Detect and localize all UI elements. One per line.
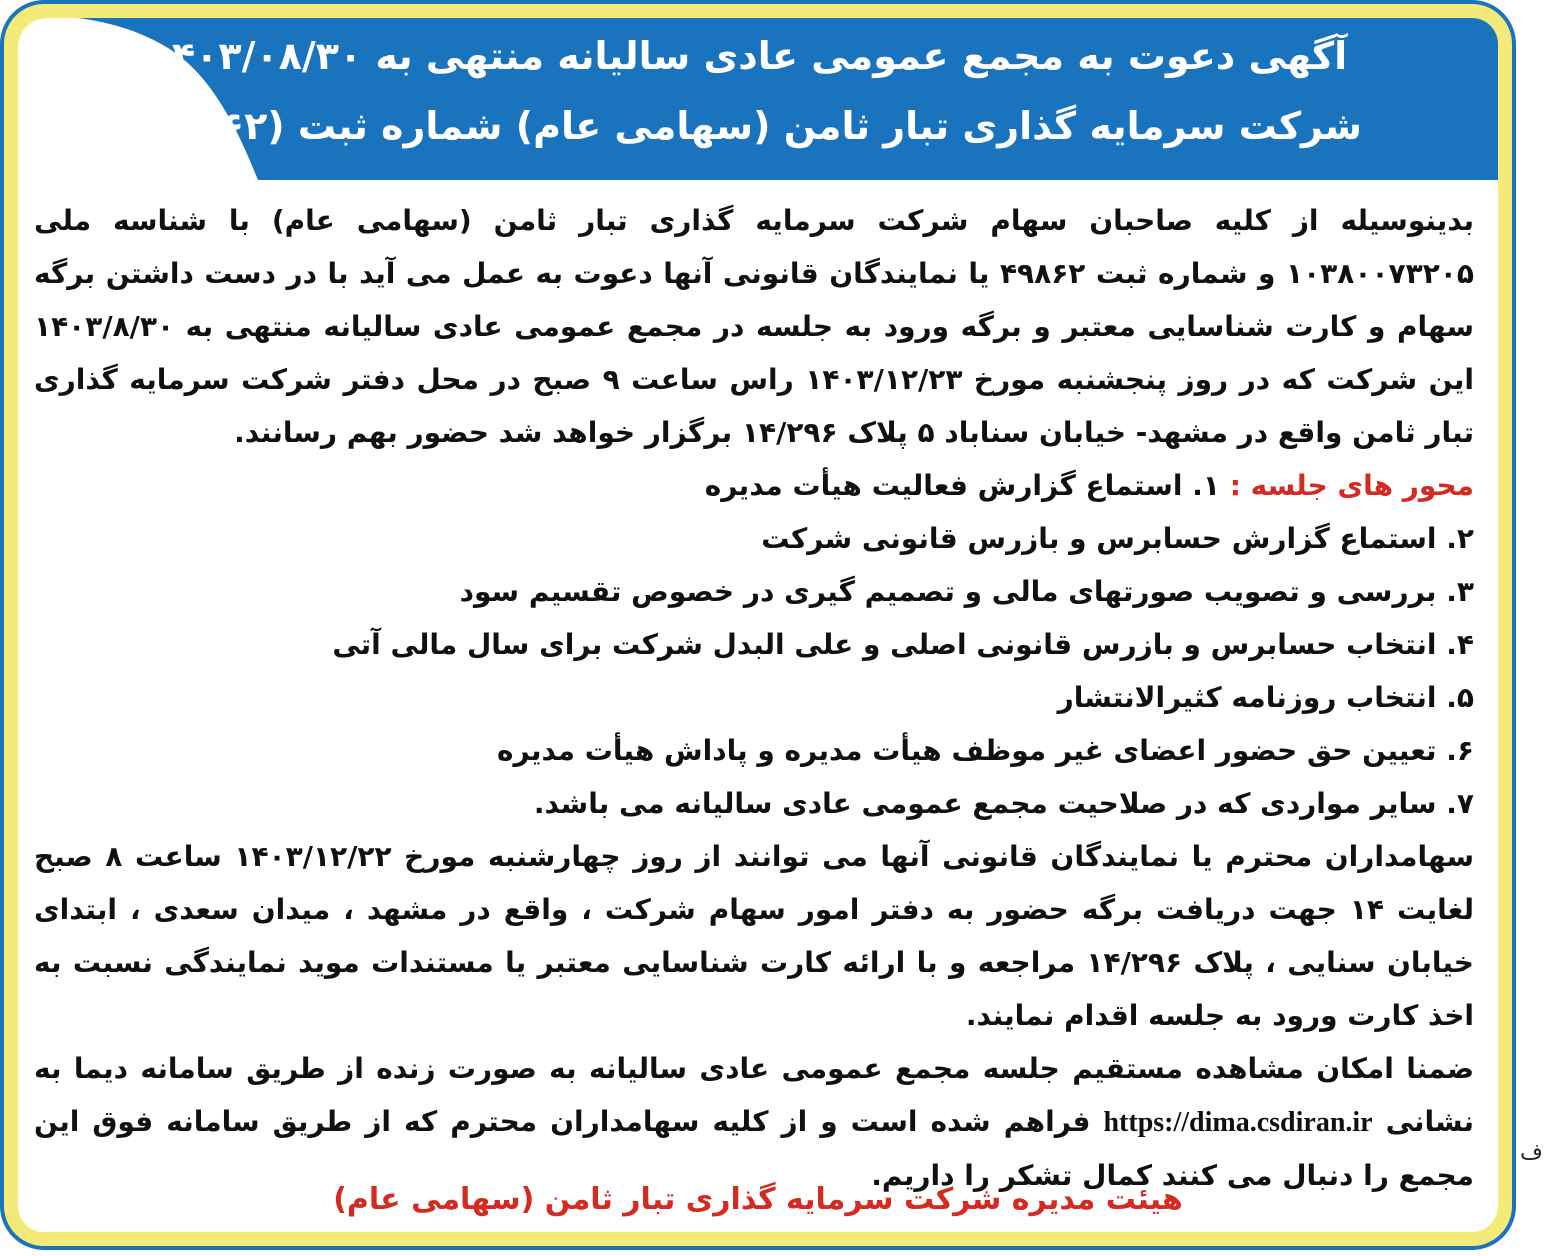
live-stream-text-after: فراهم شده است و از کلیه سهامداران محترم که از طریق سامانه فوق این مجمع را دنبال می کنند کمال تشکر را داریم. [34,1105,1474,1192]
notice-body [34,194,1474,1202]
intro-paragraph: بدینوسیله از کلیه صاحبان سهام شرکت سرمایه گذاری تبار ثامن (سهامی عام) با شناسه ملی ۱۰۳۸۰۰۷۳۲۰۵ و شماره ثبت ۴۹۸۶۲ یا نمایندگان قانونی آنها دعوت به عمل می آید با در دست داشتن برگه سهام و کارت شناسایی معتبر و برگه ورود به جلسه در مجمع عمومی عادی سالیانه منتهی به ۱۴۰۳/۸/۳۰ این شرکت که در روز پنجشنبه مورخ ۱۴۰۳/۱۲/۲۳ راس ساعت ۹ صبح در محل دفتر شرکت سرمایه گذاری تبار ثامن واقع در مشهد- خیابان سناباد ۵ پلاک ۱۴/۲۹۶ برگزار خواهد شد حضور بهم رسانند. [34,204,1474,449]
edge-mark: ف [1520,1140,1543,1165]
board-signature: هیئت مدیره شرکت سرمایه گذاری تبار ثامن (سهامی عام) [333,1182,1183,1217]
live-stream-text-before: ضمنا امکان مشاهده مستقیم جلسه مجمع عمومی عادی سالیانه به صورت زنده از طریق سامانه دیما به نشانی [34,1052,1474,1138]
notice-title-line-1: آگهی دعوت به مجمع عمومی عادی سالیانه منتهی به ۱۴۰۳/۰۸/۳۰ [148,34,1348,78]
agenda-item: ۷. سایر مواردی که در صلاحیت مجمع عمومی عادی سالیانه می باشد. [533,787,1474,820]
agenda-item: ۶. تعیین حق حضور اعضای غیر موظف هیأت مدیره و پاداش هیأت مدیره [497,734,1474,767]
agenda-item: ۳. بررسی و تصویب صورتهای مالی و تصمیم گیری در خصوص تقسیم سود [459,575,1474,608]
notice-inner-panel [18,18,1498,1232]
agenda-label: محور های جلسه : [1229,469,1474,502]
agenda-item: ۲. استماع گزارش حسابرس و بازرس قانونی شرکت [761,522,1474,555]
agenda-item [34,459,1474,512]
agenda-item: ۵. انتخاب روزنامه کثیرالانتشار [1057,681,1474,714]
dima-url: https://dima.csdiran.ir [1103,1107,1373,1138]
attendance-card-paragraph: سهامداران محترم یا نمایندگان قانونی آنها می توانند از روز چهارشنبه مورخ ۱۴۰۳/۱۲/۲۲ ساعت ۸ صبح لغایت ۱۴ جهت دریافت برگه حضور به دفتر امور سهام شرکت ، واقع در مشهد ، میدان سعدی ، ابتدای خیابان سنایی ، پلاک ۱۴/۲۹۶ مراجعه و با ارائه کارت شناسایی معتبر یا مستندات موید نمایندگی نسبت به اخذ کارت ورود به جلسه اقدام نمایند. [34,840,1475,1032]
agenda-list [34,459,1474,830]
agenda-item: ۴. انتخاب حسابرس و بازرس قانونی اصلی و علی البدل شرکت برای سال مالی آتی [332,628,1474,661]
agenda-item-text: ۱. استماع گزارش فعالیت هیأت مدیره [704,469,1220,502]
notice-title-line-2: شرکت سرمایه گذاری تبار ثامن (سهامی عام) شماره ثبت (۴۹۸۶۲) [133,104,1363,148]
header-band [18,18,1498,180]
live-stream-paragraph [34,1042,1474,1202]
